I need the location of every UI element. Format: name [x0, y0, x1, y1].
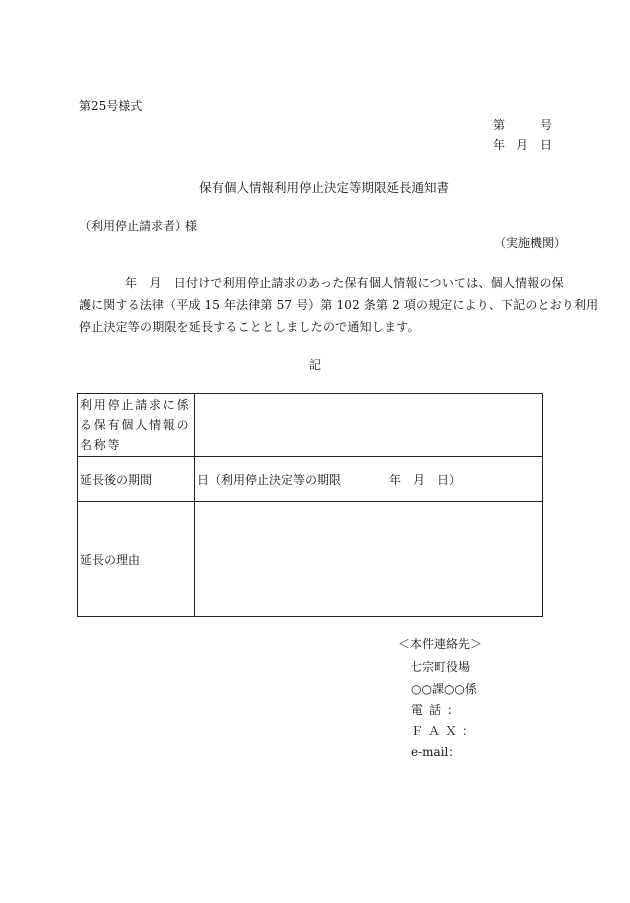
date-year: 年: [493, 138, 506, 152]
extended-period-value: 日（利用停止決定等の期限 年 月 日）: [195, 457, 543, 502]
contact-section: ○○課○○係: [411, 682, 477, 696]
extension-reason-label: 延長の理由: [78, 502, 195, 617]
document-title: 保有個人情報利用停止決定等期限延長通知書: [199, 180, 450, 195]
body-text-line-3: 停止決定等の期限を延長することとしましたので通知します。: [79, 320, 420, 334]
recipient-label: （利用停止請求者）: [79, 219, 188, 233]
form-number: 第25号様式: [79, 99, 143, 113]
extension-reason-value: [195, 502, 543, 617]
table-row: [78, 457, 543, 502]
contact-heading: ＜本件連絡先＞: [398, 637, 483, 651]
reference-number: [493, 117, 553, 133]
info-name-value: [195, 394, 543, 457]
reference-dai: 第: [493, 118, 506, 132]
body-text-line-2: 護に関する法律（平成 15 年法律第 57 号）第 102 条第 2 項の規定により、下記のとおり利用: [79, 298, 599, 312]
contact-email-label: e-mail：: [411, 745, 461, 759]
issuer-label: （実施機関）: [494, 236, 567, 250]
extended-period-label: 延長後の期間: [78, 457, 195, 502]
contact-office: 七宗町役場: [410, 660, 471, 674]
ki-heading: 記: [309, 358, 322, 372]
date-month: 月: [516, 138, 529, 152]
contact-tel-label: 電話：: [411, 703, 466, 717]
reference-go: 号: [540, 118, 553, 132]
recipient-honorific: 様: [185, 219, 198, 233]
issue-date: [493, 137, 553, 153]
body-text-line-1: 年 月 日付けで利用停止請求のあった保有個人情報については、個人情報の保: [125, 276, 564, 290]
table-row: [78, 394, 543, 457]
details-table: [77, 393, 543, 617]
date-day: 日: [540, 138, 553, 152]
contact-fax-label: ＦＡＸ：: [411, 724, 480, 738]
info-name-label: 利用停止請求に係る保有個人情報の名称等: [78, 394, 195, 457]
table-row: [78, 502, 543, 617]
